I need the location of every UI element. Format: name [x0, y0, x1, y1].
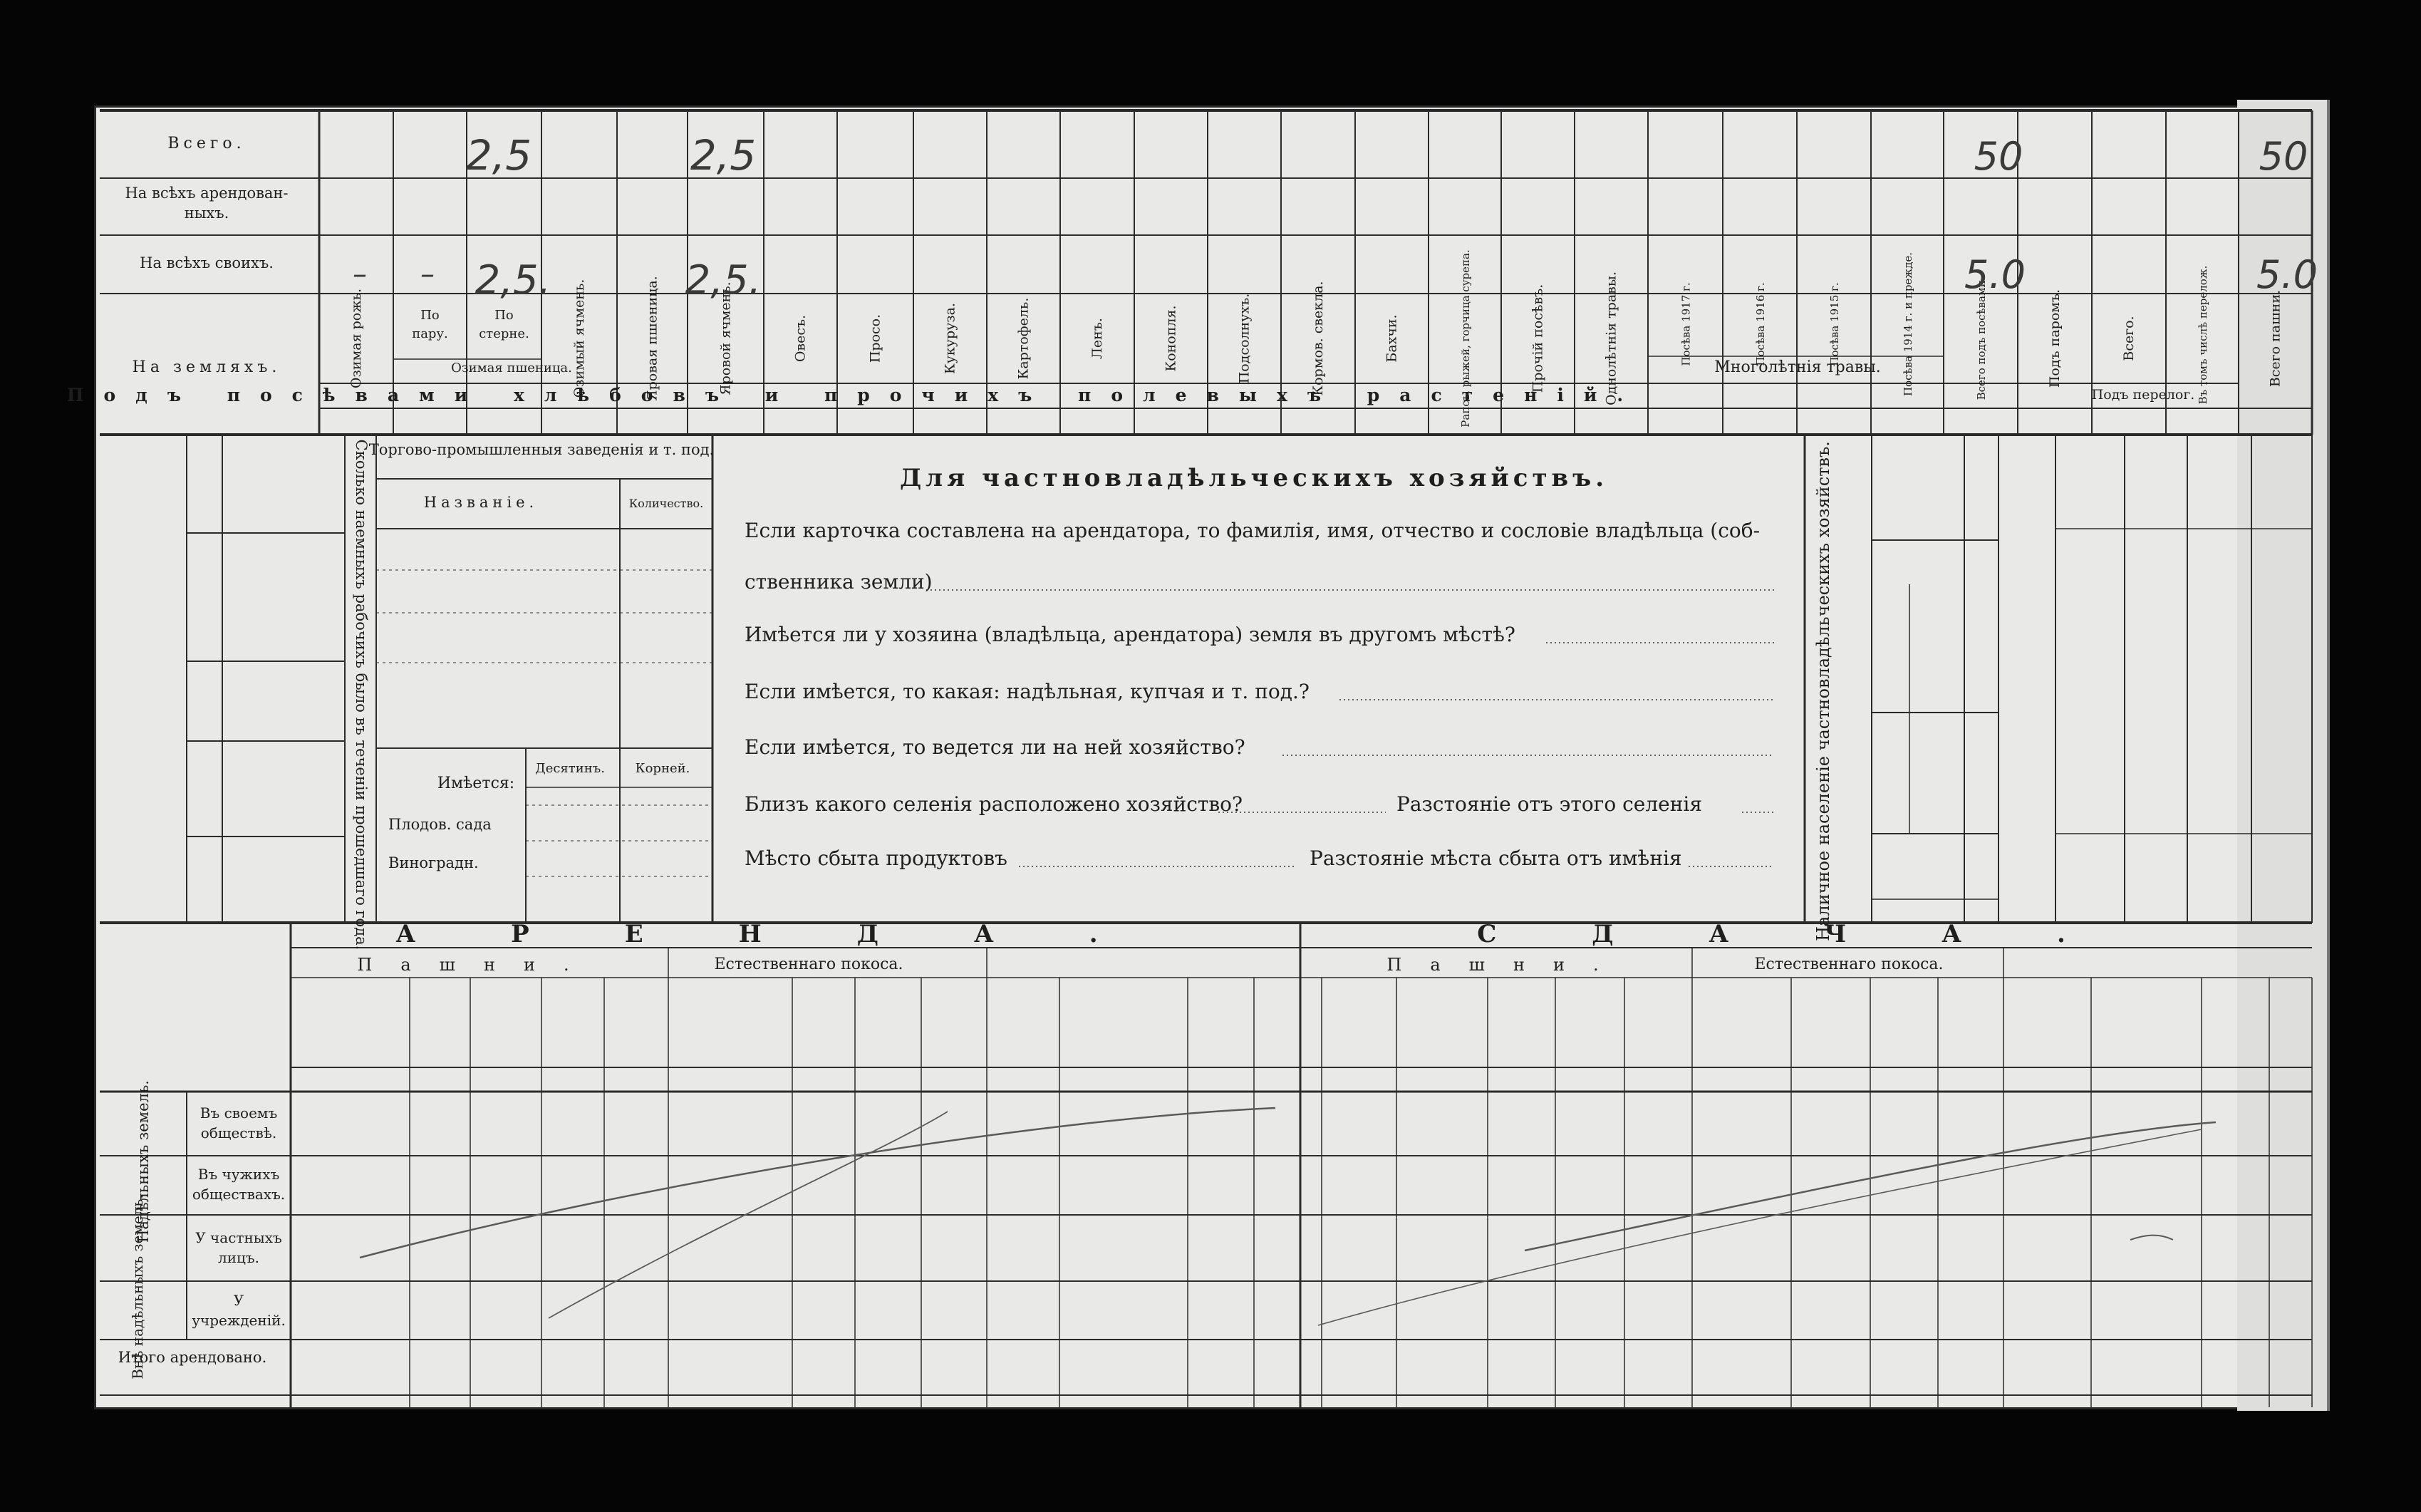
lease-row-label-b: учрежденій.: [192, 1312, 286, 1329]
crop-group-title: Подъ посѣвами хлѣбовъ и прочихъ полевыхъ растеній.: [66, 385, 1644, 405]
row-label-total: Всего.: [167, 135, 246, 152]
crop-header-19: Посѣва 1917 г.: [1679, 282, 1693, 366]
crop-header-15: Бахчи.: [1384, 314, 1400, 363]
question-farming: Если имѣется, то ведется ли на ней хозяйство?: [745, 735, 1245, 759]
crop-header-26: Въ томъ числѣ перелож.: [2197, 265, 2209, 405]
question-village-distance: Разстояніе отъ этого селенія: [1396, 792, 1702, 816]
crop-header-21: Посѣва 1915 г.: [1828, 282, 1841, 366]
private-farms-title: Для частновладѣльческихъ хозяйствъ.: [899, 464, 1609, 492]
pencil-stroke: [1318, 1129, 2202, 1325]
vineyard-label: Виноградн.: [388, 854, 479, 871]
lease-row-label-b: обществѣ.: [200, 1124, 277, 1141]
fallow-label: Подъ перелог.: [2091, 387, 2195, 403]
lease-row-label-a: У: [233, 1292, 244, 1309]
pencil-stroke: [2130, 1236, 2173, 1240]
crop-header-23: Всего подъ посѣвами.: [1975, 276, 1988, 400]
question-village: Близъ какого селенія расположено хозяйство?: [745, 792, 1243, 816]
crop-header-6: Яровой ячмень.: [717, 281, 734, 395]
sdacha-title: СДАЧА.: [1477, 920, 2161, 948]
hw-dash-78: –: [420, 258, 435, 291]
crop-header-11: Ленъ.: [1089, 318, 1105, 359]
crop-header-12: Конопля.: [1163, 305, 1179, 372]
row-label-lands: На земляхъ.: [132, 358, 281, 376]
perennial-grasses-label: Многолѣтнія травы.: [1714, 358, 1881, 376]
hw-own-103: 5.0: [2256, 252, 2318, 297]
orchard-label: Плодов. сада: [388, 816, 492, 833]
hw-own-99: 5.0: [1964, 252, 2026, 297]
crop-header-3-a: По: [494, 308, 514, 323]
has-label: Имѣется:: [437, 775, 515, 792]
crop-header-3-b: стерне.: [479, 326, 529, 341]
sdacha-pokos: Естественнаго покоса.: [1754, 956, 1944, 973]
winter-wheat-label: Озимая пшеница.: [451, 361, 572, 376]
crop-header-24: Подъ паромъ.: [2047, 289, 2063, 388]
crop-header-25: Всего.: [2121, 316, 2137, 361]
question-owner-cont: ственника земли): [745, 570, 933, 594]
arenda-pokos: Естественнаго покоса.: [714, 956, 903, 973]
pencil-stroke: [360, 1108, 1275, 1258]
crop-header-17: Прочiй посѣвъ.: [1530, 284, 1546, 393]
sdacha-pashni: Пашни.: [1386, 955, 1627, 975]
row-label-leased-2: ныхъ.: [184, 204, 229, 222]
crop-header-4: Озимый ячмень.: [571, 279, 587, 398]
desyatin-header: Десятинъ.: [535, 761, 605, 776]
hw-dash-77: –: [353, 258, 367, 291]
question-market: Мѣсто сбыта продуктовъ: [745, 846, 1007, 870]
crop-header-18: Однолѣтнія травы.: [1603, 271, 1619, 406]
crop-header-14: Кормов. свекла.: [1310, 281, 1326, 396]
question-market-distance: Разстояніе мѣста сбыта отъ имѣнія: [1310, 846, 1682, 870]
crop-header-20: Посѣва 1916 г.: [1754, 282, 1767, 366]
crop-header-9: Кукуруза.: [942, 302, 958, 375]
crop-header-22: Посѣва 1914 г. и прежде.: [1902, 252, 1914, 396]
question-other-land: Имѣется ли у хозяина (владѣльца, арендатора) земля въ другомъ мѣстѣ?: [745, 623, 1515, 646]
hw-total-103: 50: [2259, 134, 2308, 179]
lease-row-label-b: лицъ.: [218, 1249, 259, 1266]
hired-workers-title: Сколько наемныхъ рабочихъ было въ теченіи прошедшаго года.: [353, 439, 370, 951]
crop-header-27: Всего пашни.: [2267, 289, 2283, 388]
lease-row-label-a: У частныхъ: [195, 1229, 282, 1246]
row-label-leased-1: На всѣхъ арендован-: [125, 185, 289, 202]
crop-header-2-b: пару.: [412, 326, 448, 341]
crop-header-1: Озимая рожь.: [348, 288, 364, 389]
hw-own-79: 2,5.: [475, 257, 551, 304]
crop-header-16: Рапсъ, рыжей, горчица сурепа.: [1459, 249, 1472, 428]
roots-header: Корней.: [635, 761, 690, 776]
lease-row-labels: [192, 1104, 286, 1329]
question-land-kind: Если имѣется, то какая: надѣльная, купчая и т. под.?: [745, 680, 1310, 703]
crop-header-13: Подсолнухъ.: [1236, 293, 1253, 384]
vne-group-label: Внѣ надѣльныхъ земель.: [129, 1194, 146, 1379]
crop-header-10: Картофель.: [1015, 297, 1032, 380]
hw-own-82: 2,5.: [685, 257, 762, 304]
crop-header-8: Просо.: [867, 314, 883, 363]
trade-name-header: Названіе.: [423, 494, 539, 511]
nadel-group-label: Надѣльныхъ земель.: [135, 1080, 152, 1243]
crop-header-5: Яровая пшеница.: [644, 276, 660, 401]
lease-row-label-a: Въ чужихъ: [197, 1166, 280, 1183]
trade-title: Торгово-промышленныя заведенія и т. под.: [368, 441, 715, 458]
row-label-own: На всѣхъ своихъ.: [140, 254, 274, 271]
hw-total-79: 2,5: [465, 131, 532, 180]
total-leased-label: Итого арендовано.: [118, 1349, 267, 1366]
crop-header-2-a: По: [420, 308, 440, 323]
hw-total-82: 2,5: [690, 131, 757, 180]
hw-total-99: 50: [1974, 134, 2023, 179]
population-title: Наличное населеніе частновладѣльческихъ хозяйствъ.: [1813, 441, 1833, 941]
question-owner: Если карточка составлена на арендатора, то фамилія, имя, отчество и сословіе владѣльца (соб-: [745, 519, 1761, 542]
trade-qty-header: Количество.: [628, 497, 704, 510]
lease-row-label-a: Въ своемъ: [199, 1104, 278, 1122]
arenda-pashni: Пашни.: [357, 955, 598, 975]
lease-row-label-b: обществахъ.: [192, 1186, 286, 1203]
crop-header-7: Овесъ.: [792, 314, 809, 363]
arenda-title: АРЕНДА.: [395, 920, 1193, 948]
